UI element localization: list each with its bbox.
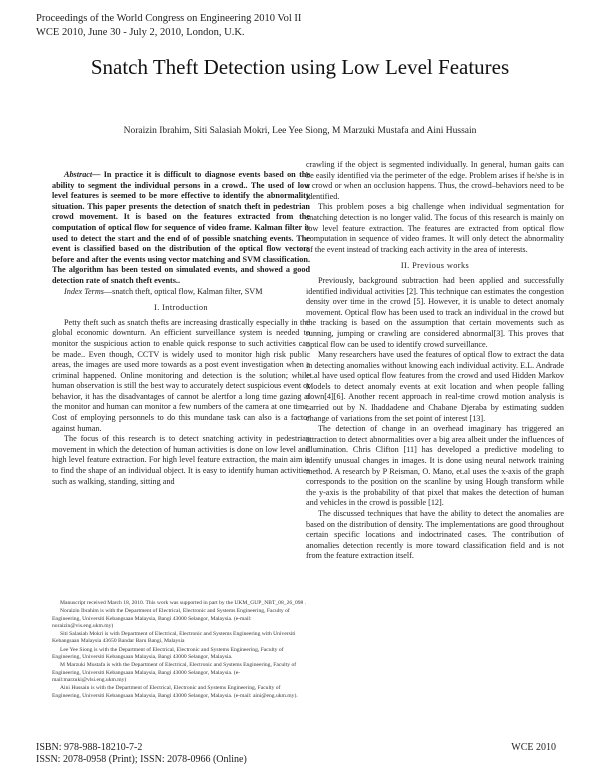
abstract-text: In practice it is difficult to diagnose events based on the ability to segment the individual persons in a crowd.. The used of low level features is seemed to be more effective to identify the abnormality situation. This paper presents the detection of snatch theft in pedestrian crowd movement. It is based on the features extracted from the computation of optical flow for sequence of video frame. Kalman filter is used to detect the start and the end of of possible snatching events. The event is classified based on the distribution of the optical flow vectors before and after the events using vector matching and SVM classification. The algorithm has been tested on simulated events, and showed a good detection rate of snatch theft events.. bbox=[52, 170, 310, 285]
footer-isbn: ISBN: 978-988-18210-7-2 bbox=[36, 742, 143, 753]
right-column bbox=[306, 160, 564, 562]
header-line-1: Proceedings of the World Congress on Engineering 2010 Vol II bbox=[36, 13, 302, 24]
intro-paragraph: This problem poses a big challenge when individual segmentation for snatching detection is no longer valid. The focus of this research is mainly on low level feature extraction. The features are extracted from optical flow computation in sequence of video frames. It will only detect the abnormality of the event instead of tracking each activity in the area of interests. bbox=[306, 202, 564, 254]
previous-works-paragraph: Many researchers have used the features of optical flow to extract the data in detecting anomalies without knowing each individual activity. E.L. Andrade et.al have used optical flow features from the crowd and used Hidden Markov Models to detect anomaly events at exit location and when people falling down[4][6]. Another recent approach in real-time crowd motion analysis is carried out by N. Ihaddadene and Chabane Djeraba by estimating sudden change of variations from the set point of interest [13]. bbox=[306, 350, 564, 423]
index-terms bbox=[52, 287, 310, 298]
footnote: Siti Salasiah Mokri is with Department of Electrical, Electronic and Systems Engineering with Universiti Kebangsaan Malaysia 43650 Bandar Baru Bangi, Malaysia bbox=[52, 631, 296, 645]
section-heading-previous-works: II. Previous works bbox=[400, 261, 470, 271]
intro-paragraph: The focus of this research is to detect snatching activity in pedestrian movement in which the detection of human activities is done on low level and high level feature extraction. For high level feature extraction, the main aim is to find the shape of an individual object. It is easy to identify human activities such as walking, standing, sitting and bbox=[52, 434, 310, 486]
header-line-2: WCE 2010, June 30 - July 2, 2010, London, U.K. bbox=[36, 26, 245, 38]
index-terms-text: —snatch theft, optical flow, Kalman filter, SVM bbox=[103, 286, 263, 296]
previous-works-paragraph: Previously, background subtraction had been applied and successfully identified individual activities [2]. This technique can estimates the congestion density over time in the crowd [5]. However, it is unable to detect anomaly movement. Optical flow has been used to track an individual in the crowd but the tracking is based on the assumption that certain movements such as running, jumping or crawling are considered abnormal[3]. This proves that optical flow can be used to identify crowd surveillance. bbox=[306, 275, 564, 349]
footnote: Noraizin Ibrahim is with the Department of Electrical, Electronic and Systems Engineering, Faculty of Engineering, Universiti Kebangsaan Malaysia, Bangi 43000 Selangor, Malaysia. (e-mail: noraizin@vis.eng.ukm.my) bbox=[52, 608, 290, 629]
left-column bbox=[52, 170, 310, 487]
abstract-label: Abstract— bbox=[64, 170, 101, 179]
abstract bbox=[52, 170, 310, 287]
section-heading-introduction: I. Introduction bbox=[154, 303, 208, 313]
previous-works-paragraph: The detection of change in an overhead imaginary has triggered an attraction to detect abnormalities over a big area albeit under the influences of illumination. Chris Clifton [11] has developed a predictive modeling to identify unusual changes in images. It is done using neural network training method. A research by P Reisman, O. Mano, et.al uses the x-axis of the graph corresponds to the position on the scanline by using Hough transform while the y-axis is the probability of that pixel that makes the detection of human and vehicles in the crowd is possible [12]. bbox=[306, 424, 564, 508]
footnote: Manuscript received March 18, 2010. This work was supported in part by the UKM_GUP_NBT_08_26_098 . bbox=[60, 600, 307, 606]
footnote: M Marzuki Mustafa is with the Department of Electrical, Electronic and Systems Engineering, Faculty of Engineering, Universiti Kebangsaan Malaysia, Bangi 43000 Selangor, Malaysia. (e-mail:marzuki@vlsi.eng.ukm.my) bbox=[52, 662, 297, 683]
index-terms-label: Index Terms bbox=[64, 286, 104, 296]
intro-paragraph: crawling if the object is segmented individually. In general, human gaits can be easily identified via the perimeter of the edge. Problem arises if he/she is in a crowd or when an occlusion happens. Thus, the crowd–behaviors need to be identified. bbox=[306, 160, 564, 201]
footer-conference: WCE 2010 bbox=[511, 742, 556, 753]
paper-title: Snatch Theft Detection using Low Level Features bbox=[90, 55, 510, 79]
footer-issn: ISSN: 2078-0958 (Print); ISSN: 2078-0966 (Online) bbox=[36, 754, 247, 765]
footnote: Lee Yee Siong is with the Department of Electrical, Electronic and Systems Engineering, Faculty of Engineering, Universiti Kebangsaan Malaysia, Bangi 43000 Selangor, Malaysia. bbox=[52, 646, 284, 661]
footnotes bbox=[52, 600, 310, 701]
author-list: Noraizin Ibrahim, Siti Salasiah Mokri, Lee Yee Siong, M Marzuki Mustafa and Aini Hussain bbox=[123, 126, 477, 136]
footnote: Aini Hussain is with the Department of Electrical, Electronic and Systems Engineering, Faculty of Engineering, Universiti Kebangsaan Malaysia, Bangi 43000 Selangor, Malaysia. (e-mail: aini@eng.ukm.my). bbox=[52, 685, 298, 699]
intro-paragraph: Petty theft such as snatch thefts are increasing drastically especially in the global economic downturn. An efficient surveillance system is needed to monitor the suspicious action to enable quick response to such activities can be made.. Even though, CCTV is widely used to monitor high risk public areas, the images are used more towards as a post event investigation when a criminal happened. Online monitoring and detection is the solution; while human observation is still the best way to accurately detect suspicious event or behavior, it has the disadvantages of cannot be alertfor a long time gazing at the monitor and human can monitor a few numbers of the camera at one time. Cost of employing personnels to do this mundane task can also is a factor against human. bbox=[52, 317, 310, 433]
running-header bbox=[36, 12, 301, 39]
footer-identifiers bbox=[36, 742, 247, 766]
previous-works-paragraph: The discussed techniques that have the ability to detect the anomalies are based on the distribution of density. The implementations are good throughout certain specific locations and indoctrinated cases. The contribution of anomalies detection recently is more toward classification field and is not from the feature extraction itself. bbox=[306, 509, 564, 561]
